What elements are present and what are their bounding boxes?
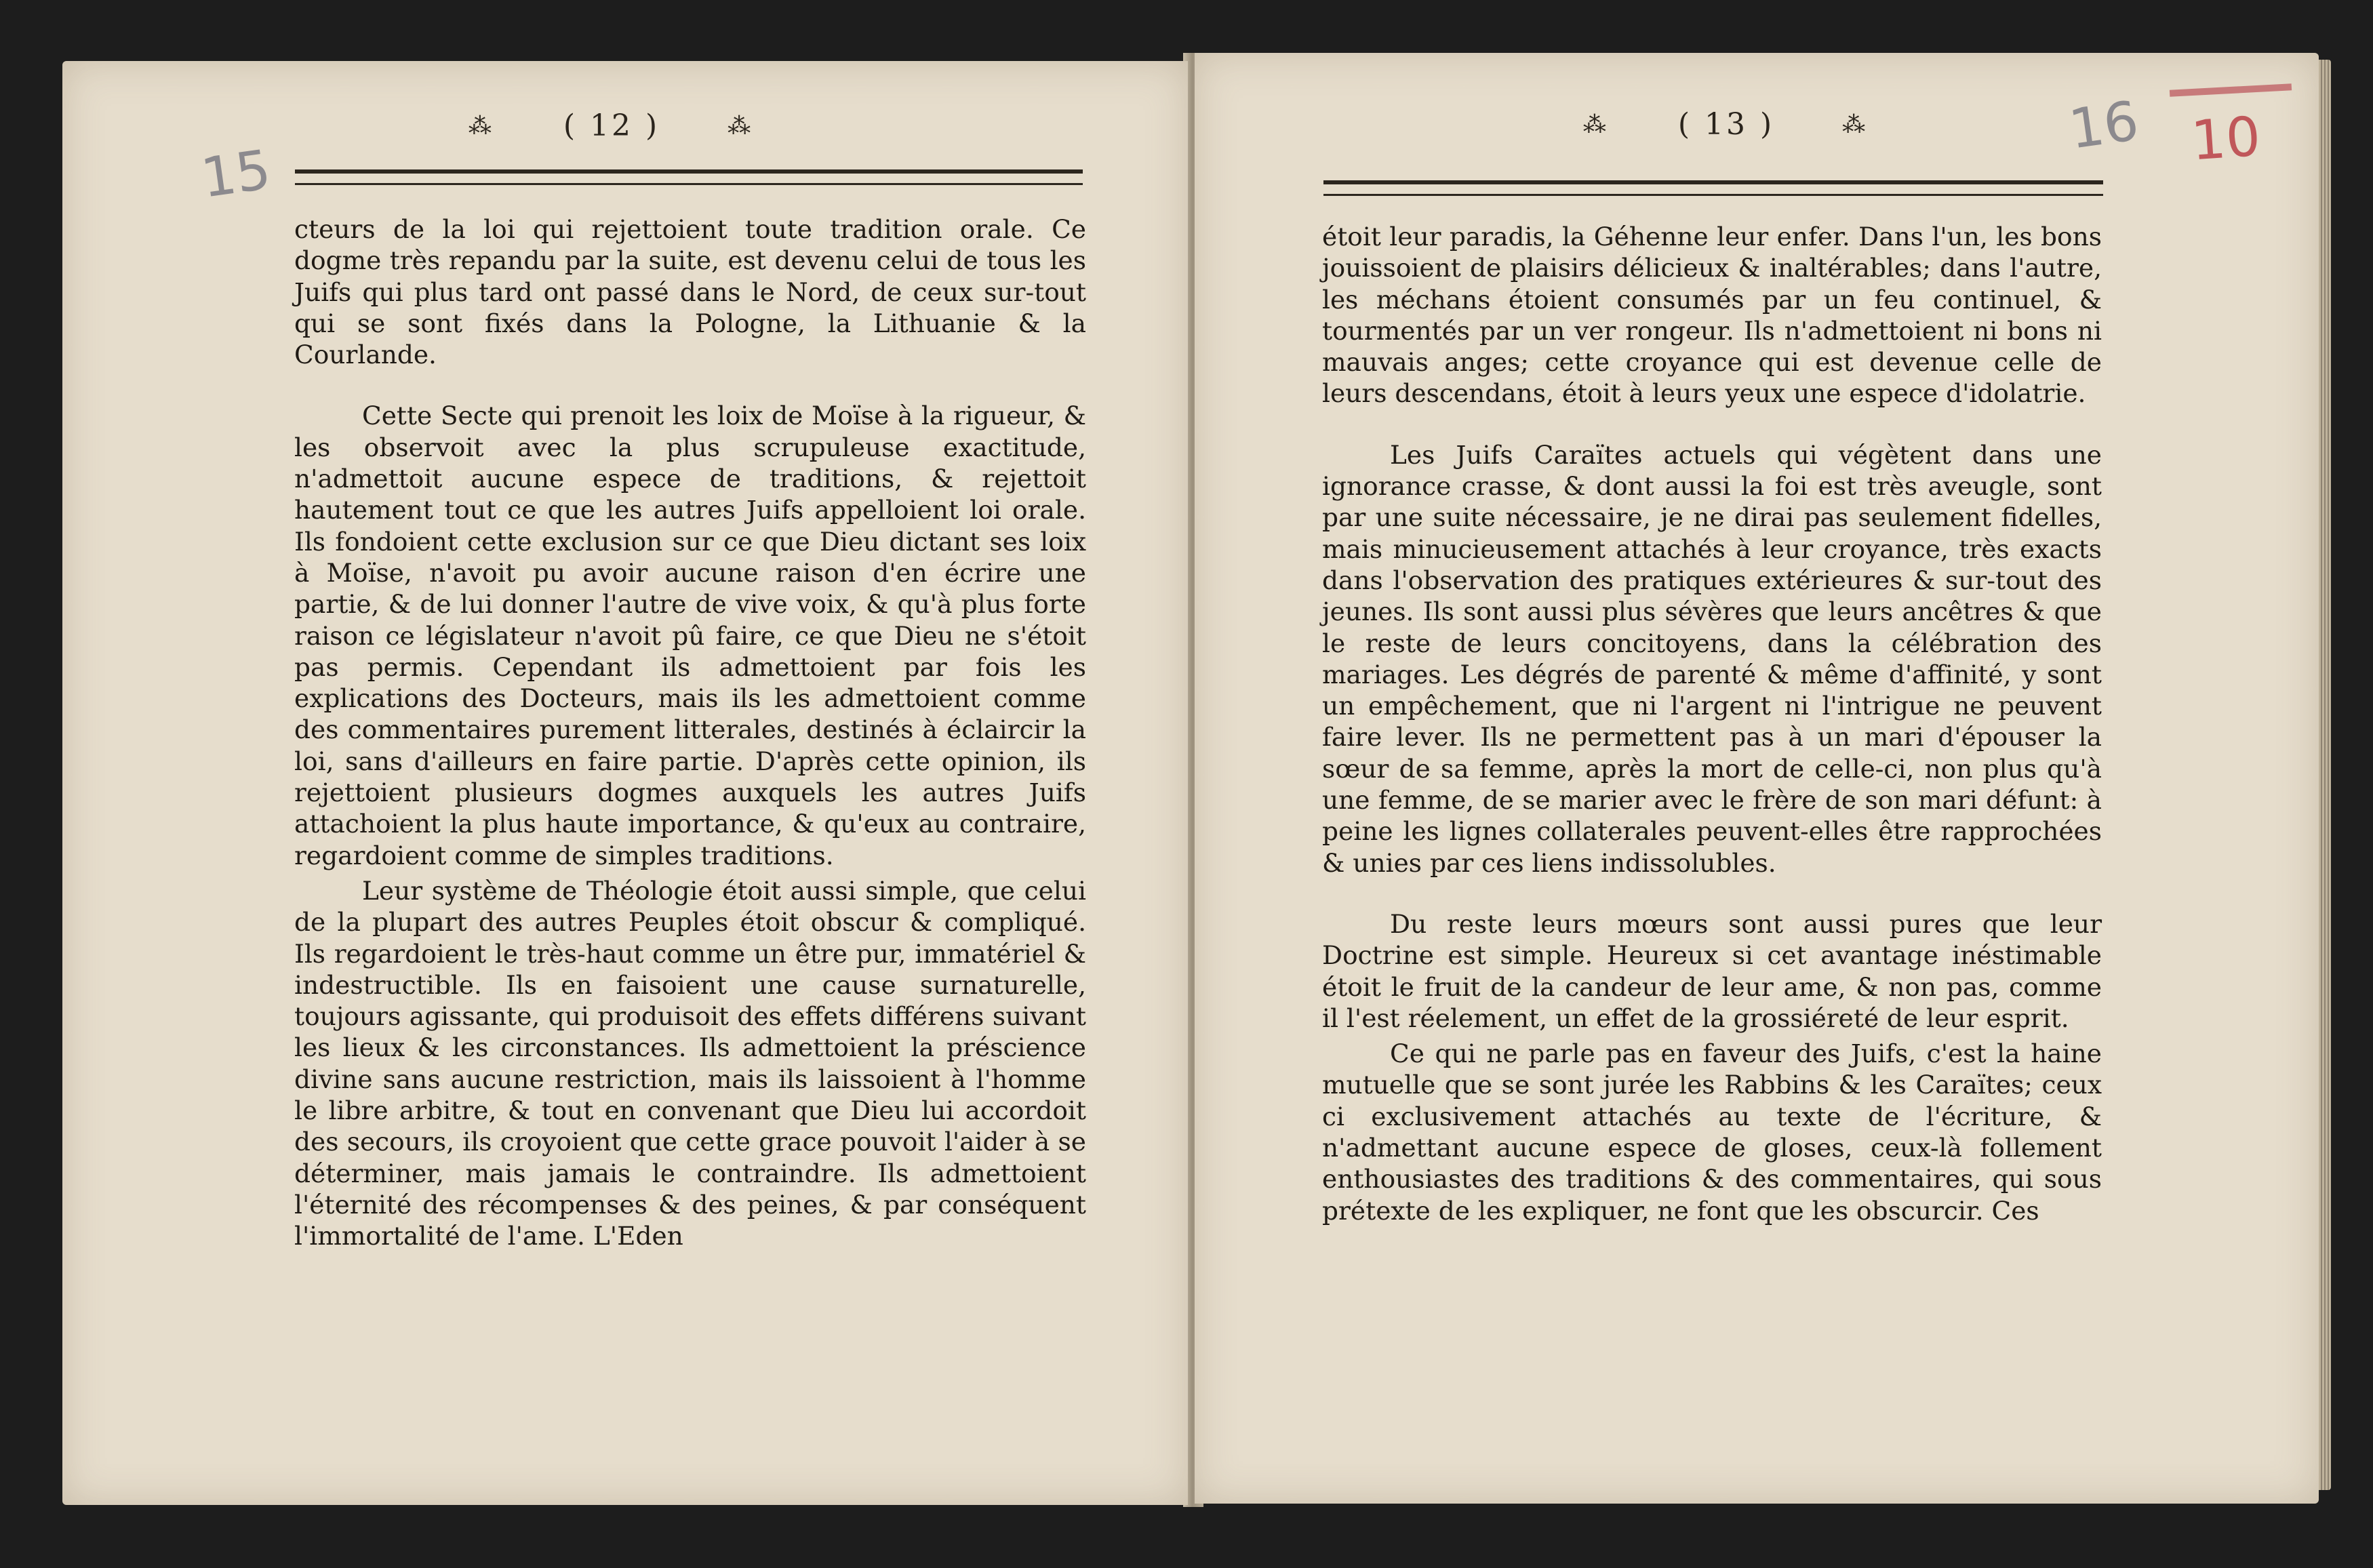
paragraph: Cette Secte qui prenoit les loix de Moïse à la rigueur, & les observoit avec la plus scrupuleuse exactitude, n'admettoit aucune espece de traditions, & rejettoit hautement tout ce que les autres Juifs appelloient loi orale. Ils fondoient cette exclusion sur ce que Dieu dictant ses loix à Moïse, n'avoit pu avoir aucune raison d'en écrire une partie, & de lui donner l'autre de vive voix, & qu'à plus forte raison ce législateur n'avoit pû faire, ce que Dieu ne s'étoit pas permis. Cependant ils admettoient par fois les explications des Docteurs, mais ils les admettoient comme des commentaires purement litterales, destinés à éclaircir la loi, sans d'ailleurs en faire partie. D'après cette opinion, ils rejettoient plusieurs dogmes auxquels les autres Juifs attachoient la plus haute importance, & qu'eux au contraire, regardoient comme de simples traditions.: [294, 401, 1086, 870]
right-page-header: [1164, 107, 2288, 142]
ornament-icon: ⁂: [468, 112, 496, 140]
paragraph: Leur système de Théologie étoit aussi simple, que celui de la plupart des autres Peuples étoit obscur & compliqué. Ils regardoient le très-haut comme un être pur, immatériel & indestructible. Ils en faisoient une cause surnaturelle, toujours agissante, qui produisoit des effets différens suivant les lieux & les circonstances. Ils admettoient la préscience divine sans aucune restriction, mais ils laissoient à l'homme le libre arbitre, & tout en convenant que Dieu lui accordoit des secours, ils croyoient que cette grace pouvoit l'aider à se déterminer, mais jamais le contraindre. Ils admettoient l'éternité des récompenses & des peines, & par conséquent l'immortalité de l'ame. L'Eden: [294, 875, 1086, 1251]
red-strike-mark: [2170, 83, 2292, 96]
left-page-text: [294, 214, 1086, 1252]
paragraph: Les Juifs Caraïtes actuels qui végètent dans une ignorance crasse, & dont aussi la foi est très aveugle, sont par une suite nécessaire, je ne dirai pas seulement fidelles, mais minucieusement attachés à leur croyance, très exacts dans l'observation des pratiques extérieures & sur-tout des jeunes. Ils sont aussi plus sévères que leurs ancêtres & que le reste de leurs concitoyens, dans la célébration des mariages. Les dégrés de parenté & même d'affinité, y sont un empêchement, que ni l'argent ni l'intrigue ne peuvent faire lever. Ils ne permettent pas à un mari d'épouser la sœur de sa femme, après la mort de celle-ci, non plus qu'à une femme, de se marier avec le frère de son mari défunt: à peine les lignes collaterales peuvent-elles être rapprochées & unies par ces liens indissolubles.: [1322, 439, 2102, 878]
ornament-icon: ⁂: [1842, 110, 1870, 138]
header-rule-left: [295, 169, 1083, 185]
page-edges: [2319, 60, 2331, 1490]
header-rule-right: [1323, 180, 2103, 196]
ornament-icon: ⁂: [727, 112, 755, 140]
paragraph: Ce qui ne parle pas en faveur des Juifs, c'est la haine mutuelle que se sont jurée les Rabbins & les Caraïtes; ceux ci exclusivement attachés au texte de l'écriture, & n'admettant aucune espece de gloses, ceux-là follement enthousiastes des traditions & des commentaires, qui sous prétexte de les expliquer, ne font que les obscurcir. Ces: [1322, 1039, 2102, 1226]
paragraph: cteurs de la loi qui rejettoient toute tradition orale. Ce dogme très repandu par la suite, est devenu celui de tous les Juifs qui plus tard ont passé dans le Nord, de ceux sur-tout qui se sont fixés dans la Pologne, la Lithuanie & la Courlande.: [294, 214, 1086, 370]
right-page-text: [1322, 221, 2102, 1226]
handwritten-folio-left: 15: [197, 138, 275, 210]
paragraph: étoit leur paradis, la Géhenne leur enfer. Dans l'un, les bons jouissoient de plaisirs délicieux & inaltérables; dans l'autre, les méchans étoient consumés par un feu continuel, & tourmentés par un ver rongeur. Ils n'admettoient ni bons ni mauvais anges; cette croyance qui est devenue celle de leurs descendans, étoit à leurs yeux une espece d'idolatrie.: [1322, 222, 2102, 409]
handwritten-red-number: 10: [2189, 104, 2262, 173]
page-number-right: ( 13 ): [1677, 107, 1775, 142]
left-page: [62, 61, 1188, 1505]
page-number-left: ( 12 ): [563, 108, 660, 143]
ornament-icon: ⁂: [1582, 110, 1610, 138]
paragraph: Du reste leurs mœurs sont aussi pures que leur Doctrine est simple. Heureux si cet avantage inéstimable étoit le fruit de la candeur de leur ame, & non pas, comme il l'est réelement, un effet de la grossiéreté de leur esprit.: [1322, 908, 2102, 1033]
handwritten-folio-right: 16: [2065, 89, 2142, 161]
left-page-header: [49, 108, 1174, 143]
right-page: [1195, 53, 2319, 1504]
